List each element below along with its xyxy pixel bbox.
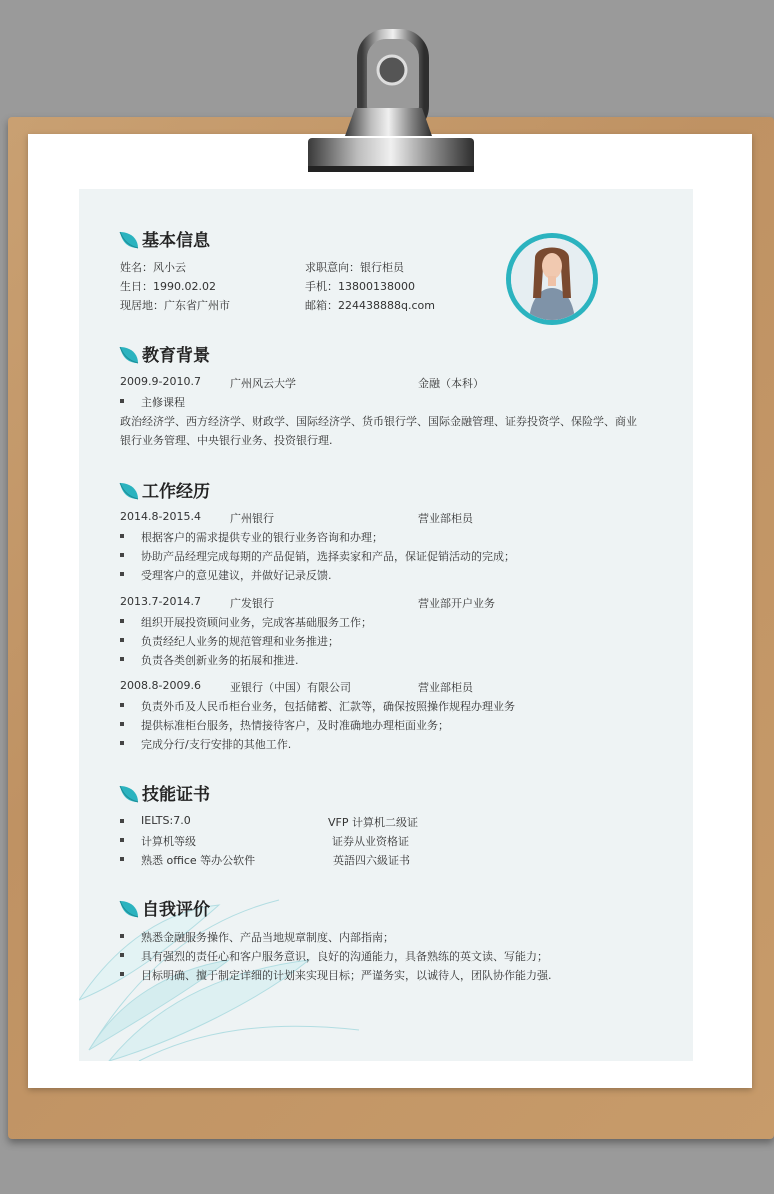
leaf-bullet-icon	[118, 343, 140, 365]
section-basic-title: 基本信息	[118, 226, 210, 251]
bullet-icon	[120, 572, 124, 576]
bullet-icon	[120, 399, 124, 403]
section-self-title: 自我评价	[118, 895, 210, 920]
skill-item: 熟悉 office 等办公软件	[141, 854, 256, 867]
job-duty: 根据客户的需求提供专业的银行业务咨询和办理；	[141, 531, 383, 544]
edu-major: 金融（本科）	[418, 377, 484, 390]
section-skills-title: 技能证书	[118, 780, 210, 805]
leaf-bullet-icon	[118, 897, 140, 919]
avatar	[511, 238, 593, 320]
skill-item: VFP 计算机二级证	[328, 816, 418, 829]
location-field: 现居地：广东省广州市	[120, 299, 230, 312]
bullet-icon	[120, 934, 124, 938]
edu-period: 2009.9-2010.7	[120, 375, 201, 388]
bullet-icon	[120, 534, 124, 538]
bullet-icon	[120, 953, 124, 957]
bullet-icon	[120, 838, 124, 842]
job-company: 广发银行	[230, 597, 274, 610]
bullet-icon	[120, 657, 124, 661]
section-education-title: 教育背景	[118, 341, 210, 366]
job-duty: 负责外币及人民币柜台业务，包括储蓄、汇款等，确保按照操作规程办理业务	[141, 700, 515, 713]
leaf-bullet-icon	[118, 782, 140, 804]
section-work-title: 工作经历	[118, 477, 210, 502]
skill-item: 证券从业资格证	[332, 835, 409, 848]
job-duty: 组织开展投资顾问业务，完成客基础服务工作；	[141, 616, 372, 629]
name-field: 姓名：风小云	[120, 261, 186, 274]
job-period: 2013.7-2014.7	[120, 595, 201, 608]
job-position: 营业部柜员	[418, 512, 473, 525]
job-duty: 负责经纪人业务的规范管理和业务推进；	[141, 635, 339, 648]
bullet-icon	[120, 638, 124, 642]
bullet-icon	[120, 819, 124, 823]
courses-line-1: 政治经济学、西方经济学、财政学、国际经济学、货币银行学、国际金融管理、证券投资学、保险学、商业	[120, 415, 637, 428]
leaf-bullet-icon	[118, 479, 140, 501]
self-item: 具有强烈的责任心和客户服务意识，良好的沟通能力，具备熟练的英文读、写能力；	[141, 950, 548, 963]
job-position: 营业部柜员	[418, 681, 473, 694]
job-company: 亚银行（中国）有限公司	[230, 681, 351, 694]
bullet-icon	[120, 703, 124, 707]
job-duty: 完成分行/支行安排的其他工作.	[141, 738, 292, 751]
bullet-icon	[120, 722, 124, 726]
birth-field: 生日：1990.02.02	[120, 280, 216, 293]
job-company: 广州银行	[230, 512, 274, 525]
job-duty: 负责各类创新业务的拓展和推进.	[141, 654, 299, 667]
phone-field: 手机：13800138000	[305, 280, 415, 293]
edu-school: 广州风云大学	[230, 377, 296, 390]
bullet-icon	[120, 857, 124, 861]
job-duty: 协助产品经理完成每期的产品促销，选择卖家和产品，保证促销活动的完成；	[141, 550, 515, 563]
leaf-bullet-icon	[118, 228, 140, 250]
intent-field: 求职意向：银行柜员	[305, 261, 404, 274]
skill-item: 英語四六級证书	[333, 854, 410, 867]
courses-line-2: 银行业务管理、中央银行业务、投资银行理.	[120, 434, 333, 447]
courses-label: 主修课程	[141, 396, 185, 409]
self-item: 熟悉金融服务操作、产品当地规章制度、内部指南；	[141, 931, 394, 944]
job-period: 2014.8-2015.4	[120, 510, 201, 523]
bullet-icon	[120, 972, 124, 976]
binder-clip-icon	[300, 28, 475, 178]
job-duty: 提供标准柜台服务，热情接待客户，及时准确地办理柜面业务；	[141, 719, 449, 732]
job-duty: 受理客户的意见建议，并做好记录反馈.	[141, 569, 332, 582]
skill-item: 计算机等级	[141, 835, 196, 848]
job-position: 营业部开户业务	[418, 597, 495, 610]
bullet-icon	[120, 619, 124, 623]
bullet-icon	[120, 741, 124, 745]
bullet-icon	[120, 553, 124, 557]
self-item: 目标明确、擅于制定详细的计划来实现目标；严谨务实，以诚待人，团队协作能力强.	[141, 969, 552, 982]
email-field: 邮箱：224438888q.com	[305, 299, 435, 312]
job-period: 2008.8-2009.6	[120, 679, 201, 692]
skill-item: IELTS:7.0	[141, 814, 191, 827]
